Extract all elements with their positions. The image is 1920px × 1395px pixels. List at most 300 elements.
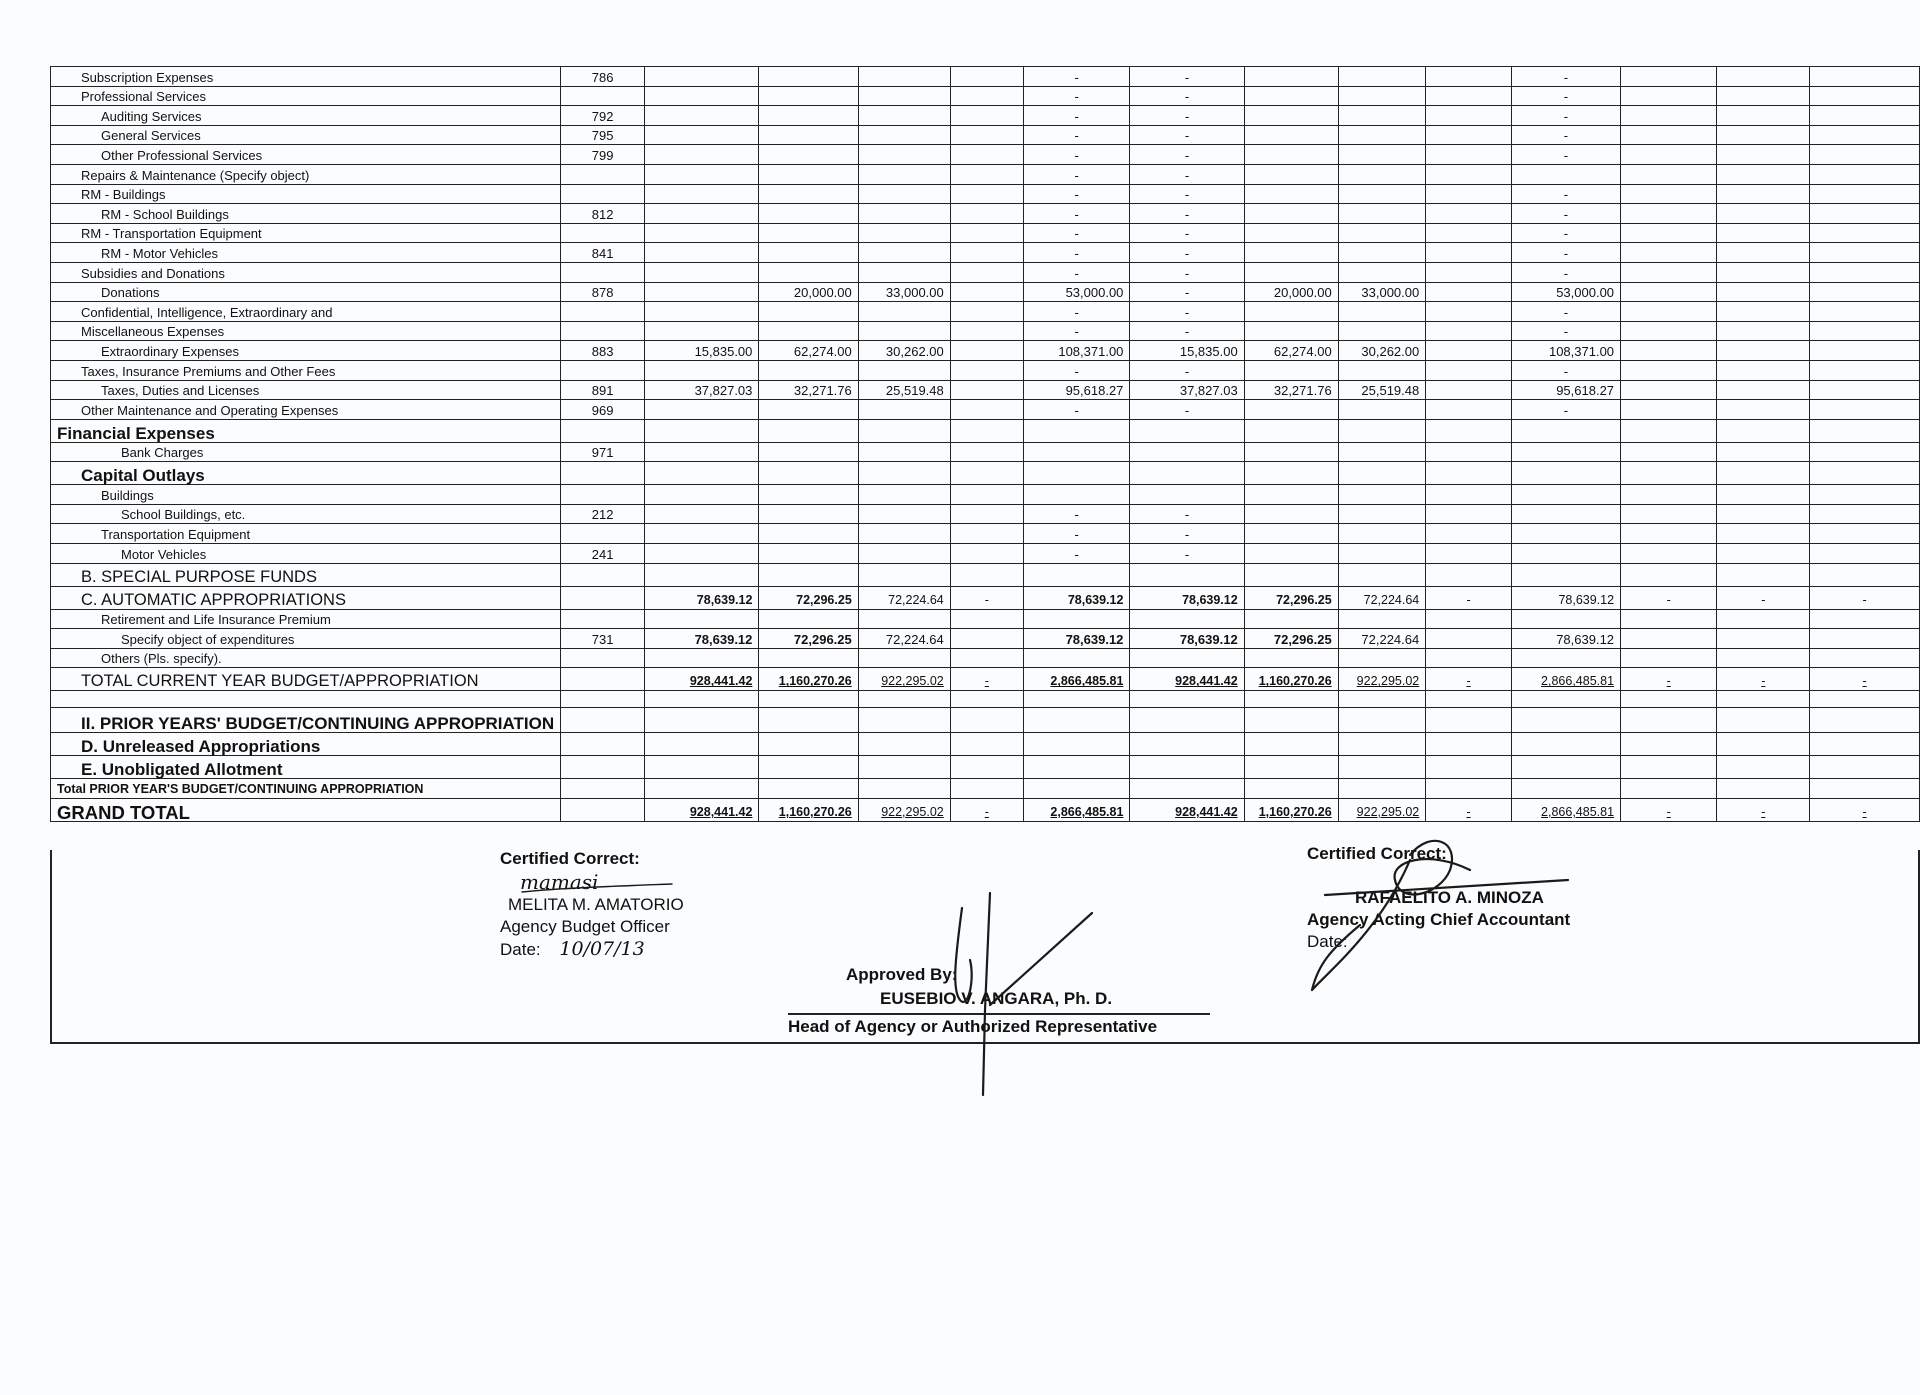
amount-cell [950,462,1023,485]
amount-cell [1717,223,1810,243]
table-row [51,282,1920,302]
amount-cell [1023,756,1130,779]
row-label: B. SPECIAL PURPOSE FUNDS [51,563,561,586]
amount-cell [1023,691,1130,708]
amount-cell [645,282,759,302]
row-label: Transportation Equipment [51,524,561,544]
amount-cell: - [1717,799,1810,822]
amount-cell: 78,639.12 [1130,586,1244,609]
amount-cell: - [1130,204,1244,224]
amount-cell [1717,485,1810,505]
account-code [561,586,645,609]
amount-cell [645,419,759,442]
account-code: 891 [561,380,645,400]
amount-cell [1244,648,1338,668]
amount-cell [645,67,759,87]
amount-cell [1717,691,1810,708]
amount-cell [950,708,1023,733]
amount-cell: - [1511,360,1620,380]
amount-cell: - [1023,67,1130,87]
table-row [51,164,1920,184]
amount-cell: - [1023,504,1130,524]
amount-cell [1717,380,1810,400]
right-certification [1307,843,1570,953]
amount-cell [1338,691,1426,708]
amount-cell [1621,708,1717,733]
amount-cell: 30,262.00 [1338,341,1426,361]
account-code [561,708,645,733]
amount-cell [1426,779,1512,799]
left-date-row [500,938,684,961]
amount-cell [759,302,858,322]
table-row [51,756,1920,779]
amount-cell [1621,629,1717,649]
amount-cell [645,544,759,564]
amount-cell [858,733,950,756]
amount-cell [1621,524,1717,544]
row-label: RM - Motor Vehicles [51,243,561,263]
table-row [51,504,1920,524]
amount-cell [1426,629,1512,649]
amount-cell [858,106,950,126]
amount-cell [1244,302,1338,322]
table-row [51,341,1920,361]
account-code [561,563,645,586]
amount-cell [1810,462,1920,485]
amount-cell [1426,223,1512,243]
amount-cell [950,262,1023,282]
amount-cell [1511,563,1620,586]
table-row [51,106,1920,126]
amount-cell: - [1023,86,1130,106]
amount-cell [858,204,950,224]
account-code [561,321,645,341]
amount-cell [1717,125,1810,145]
amount-cell: - [1130,86,1244,106]
amount-cell: - [1023,145,1130,165]
amount-cell: 78,639.12 [1511,586,1620,609]
amount-cell [1810,419,1920,442]
amount-cell [1338,67,1426,87]
table-row [51,321,1920,341]
amount-cell: - [1130,321,1244,341]
amount-cell [950,524,1023,544]
amount-cell [858,779,950,799]
amount-cell: - [1130,282,1244,302]
amount-cell [858,243,950,263]
amount-cell: 25,519.48 [858,380,950,400]
row-label: Buildings [51,485,561,505]
amount-cell [1338,609,1426,629]
amount-cell [1717,341,1810,361]
left-signature: mamasi [520,870,599,894]
amount-cell: 2,866,485.81 [1511,799,1620,822]
amount-cell [1244,164,1338,184]
amount-cell: - [1023,106,1130,126]
amount-cell [645,302,759,322]
amount-cell [645,504,759,524]
table-row [51,380,1920,400]
row-label: Other Professional Services [51,145,561,165]
row-label: Subsidies and Donations [51,262,561,282]
account-code: 795 [561,125,645,145]
amount-cell: - [1130,544,1244,564]
amount-cell: - [1023,302,1130,322]
amount-cell [1717,204,1810,224]
amount-cell [645,145,759,165]
amount-cell [1426,400,1512,420]
amount-cell [1244,609,1338,629]
amount-cell [645,223,759,243]
amount-cell [1717,442,1810,462]
amount-cell [1426,262,1512,282]
amount-cell: 53,000.00 [1023,282,1130,302]
table-row [51,629,1920,649]
amount-cell: 95,618.27 [1023,380,1130,400]
amount-cell [1511,691,1620,708]
amount-cell: 2,866,485.81 [1511,668,1620,691]
amount-cell [1717,145,1810,165]
amount-cell [1130,648,1244,668]
amount-cell [645,243,759,263]
amount-cell [950,779,1023,799]
amount-cell: - [950,799,1023,822]
account-code: 731 [561,629,645,649]
table-row [51,609,1920,629]
amount-cell: 78,639.12 [645,629,759,649]
amount-cell [950,321,1023,341]
amount-cell: - [1023,321,1130,341]
amount-cell [1810,125,1920,145]
amount-cell: 20,000.00 [1244,282,1338,302]
amount-cell [950,204,1023,224]
amount-cell [950,648,1023,668]
row-label: Bank Charges [51,442,561,462]
center-approval [846,964,957,986]
amount-cell [1621,648,1717,668]
amount-cell: 928,441.42 [1130,799,1244,822]
amount-cell: - [1511,106,1620,126]
amount-cell [950,282,1023,302]
amount-cell [1810,629,1920,649]
amount-cell [1511,164,1620,184]
account-code [561,419,645,442]
amount-cell [1426,756,1512,779]
amount-cell [1426,544,1512,564]
amount-cell: 928,441.42 [1130,668,1244,691]
amount-cell: 72,224.64 [858,586,950,609]
amount-cell [1338,262,1426,282]
amount-cell [759,184,858,204]
amount-cell: 78,639.12 [1130,629,1244,649]
amount-cell [1810,504,1920,524]
amount-cell [645,360,759,380]
row-label: Motor Vehicles [51,544,561,564]
amount-cell: 922,295.02 [1338,799,1426,822]
account-code [561,756,645,779]
account-code [561,164,645,184]
amount-cell: 20,000.00 [759,282,858,302]
amount-cell: - [1130,125,1244,145]
amount-cell: 1,160,270.26 [759,668,858,691]
amount-cell: 15,835.00 [1130,341,1244,361]
amount-cell [1426,164,1512,184]
amount-cell [1426,360,1512,380]
amount-cell [1810,67,1920,87]
amount-cell [950,145,1023,165]
amount-cell [645,442,759,462]
amount-cell [1810,360,1920,380]
amount-cell [950,691,1023,708]
amount-cell [1338,302,1426,322]
amount-cell [1130,442,1244,462]
amount-cell [858,756,950,779]
amount-cell [1810,442,1920,462]
amount-cell: - [1130,243,1244,263]
account-code: 212 [561,504,645,524]
amount-cell [858,400,950,420]
amount-cell [1621,341,1717,361]
amount-cell [1511,442,1620,462]
amount-cell [1717,629,1810,649]
amount-cell [1621,145,1717,165]
amount-cell [858,442,950,462]
amount-cell [1511,648,1620,668]
amount-cell [1338,419,1426,442]
table-row [51,302,1920,322]
row-label: Financial Expenses [51,419,561,442]
amount-cell [1244,321,1338,341]
amount-cell [759,164,858,184]
table-row [51,145,1920,165]
amount-cell [1621,164,1717,184]
amount-cell [1511,733,1620,756]
amount-cell [1621,321,1717,341]
amount-cell [1244,262,1338,282]
amount-cell [759,442,858,462]
amount-cell [1511,779,1620,799]
amount-cell [1338,524,1426,544]
amount-cell [1717,184,1810,204]
amount-cell: - [1511,67,1620,87]
amount-cell [1426,708,1512,733]
amount-cell: 95,618.27 [1511,380,1620,400]
amount-cell [1621,262,1717,282]
amount-cell: 922,295.02 [858,668,950,691]
amount-cell [1717,321,1810,341]
amount-cell [1244,544,1338,564]
amount-cell [1810,524,1920,544]
amount-cell [1717,262,1810,282]
row-label: Donations [51,282,561,302]
amount-cell: - [1130,67,1244,87]
amount-cell: - [1426,586,1512,609]
amount-cell [1621,86,1717,106]
row-label: School Buildings, etc. [51,504,561,524]
row-label: Specify object of expenditures [51,629,561,649]
amount-cell [759,67,858,87]
amount-cell [950,756,1023,779]
amount-cell [1426,380,1512,400]
row-label: RM - Buildings [51,184,561,204]
amount-cell [858,164,950,184]
amount-cell [1338,164,1426,184]
amount-cell [1717,360,1810,380]
amount-cell [1023,779,1130,799]
amount-cell [1621,243,1717,263]
amount-cell [759,321,858,341]
amount-cell [1338,462,1426,485]
amount-cell [1621,204,1717,224]
table-row [51,243,1920,263]
amount-cell [645,648,759,668]
amount-cell [1717,282,1810,302]
amount-cell: 922,295.02 [1338,668,1426,691]
amount-cell [858,321,950,341]
amount-cell [1130,691,1244,708]
amount-cell [1338,204,1426,224]
amount-cell [858,708,950,733]
row-label [51,691,561,708]
amount-cell: 72,224.64 [1338,586,1426,609]
row-label: TOTAL CURRENT YEAR BUDGET/APPROPRIATION [51,668,561,691]
amount-cell: 78,639.12 [1023,629,1130,649]
row-label: Repairs & Maintenance (Specify object) [51,164,561,184]
amount-cell [858,125,950,145]
appropriation-table [50,66,1920,822]
right-heading: Certified Correct: [1307,844,1447,863]
amount-cell [1810,691,1920,708]
amount-cell [1717,733,1810,756]
amount-cell [1244,524,1338,544]
amount-cell [1810,563,1920,586]
row-label: E. Unobligated Allotment [51,756,561,779]
amount-cell [759,400,858,420]
amount-cell: - [1130,164,1244,184]
amount-cell [1810,756,1920,779]
amount-cell [645,400,759,420]
amount-cell [1810,544,1920,564]
amount-cell [1244,145,1338,165]
amount-cell: 1,160,270.26 [1244,799,1338,822]
amount-cell: - [1511,145,1620,165]
amount-cell [950,360,1023,380]
row-label: Taxes, Insurance Premiums and Other Fees [51,360,561,380]
account-code [561,485,645,505]
table-row [51,708,1920,733]
amount-cell [1810,145,1920,165]
amount-cell [1621,223,1717,243]
amount-cell: - [1023,400,1130,420]
amount-cell [1338,563,1426,586]
account-code [561,609,645,629]
amount-cell [1810,485,1920,505]
amount-cell [950,184,1023,204]
amount-cell: 1,160,270.26 [759,799,858,822]
account-code: 971 [561,442,645,462]
table-row [51,799,1920,822]
account-code: 799 [561,145,645,165]
amount-cell: - [1023,360,1130,380]
table-row [51,125,1920,145]
amount-cell [1338,400,1426,420]
amount-cell: 108,371.00 [1023,341,1130,361]
center-heading: Approved By: [846,965,958,984]
table-row [51,485,1920,505]
amount-cell [1023,485,1130,505]
amount-cell [950,341,1023,361]
amount-cell: - [1023,223,1130,243]
table-row [51,733,1920,756]
amount-cell [1426,67,1512,87]
amount-cell [1426,321,1512,341]
amount-cell [1511,485,1620,505]
amount-cell: - [1810,586,1920,609]
amount-cell: 37,827.03 [1130,380,1244,400]
account-code [561,462,645,485]
amount-cell [759,708,858,733]
amount-cell [645,164,759,184]
account-code: 792 [561,106,645,126]
amount-cell [1511,419,1620,442]
amount-cell [1338,733,1426,756]
amount-cell [1023,442,1130,462]
amount-cell [1717,609,1810,629]
amount-cell [858,67,950,87]
amount-cell [1717,243,1810,263]
table-row [51,779,1920,799]
amount-cell: - [1717,668,1810,691]
account-code: 878 [561,282,645,302]
amount-cell [1717,524,1810,544]
amount-cell [1621,106,1717,126]
amount-cell: - [1023,184,1130,204]
amount-cell [1023,563,1130,586]
amount-cell [1426,184,1512,204]
amount-cell [759,648,858,668]
amount-cell [645,184,759,204]
amount-cell [950,106,1023,126]
table-row [51,648,1920,668]
amount-cell [1338,86,1426,106]
amount-cell: - [1023,125,1130,145]
amount-cell [1426,563,1512,586]
amount-cell [1426,504,1512,524]
amount-cell [1621,733,1717,756]
amount-cell [1023,609,1130,629]
amount-cell: - [1621,668,1717,691]
amount-cell: 928,441.42 [645,668,759,691]
amount-cell [1338,184,1426,204]
amount-cell [950,243,1023,263]
amount-cell: - [1511,321,1620,341]
left-signatory-name: MELITA M. AMATORIO [508,895,684,914]
amount-cell [759,86,858,106]
account-code [561,360,645,380]
amount-cell [645,262,759,282]
amount-cell [1023,648,1130,668]
amount-cell [1810,733,1920,756]
amount-cell [1810,223,1920,243]
amount-cell: - [1130,524,1244,544]
amount-cell [1244,733,1338,756]
amount-cell: 928,441.42 [645,799,759,822]
amount-cell [858,609,950,629]
amount-cell [1244,67,1338,87]
amount-cell [1244,106,1338,126]
amount-cell [950,86,1023,106]
row-label: General Services [51,125,561,145]
